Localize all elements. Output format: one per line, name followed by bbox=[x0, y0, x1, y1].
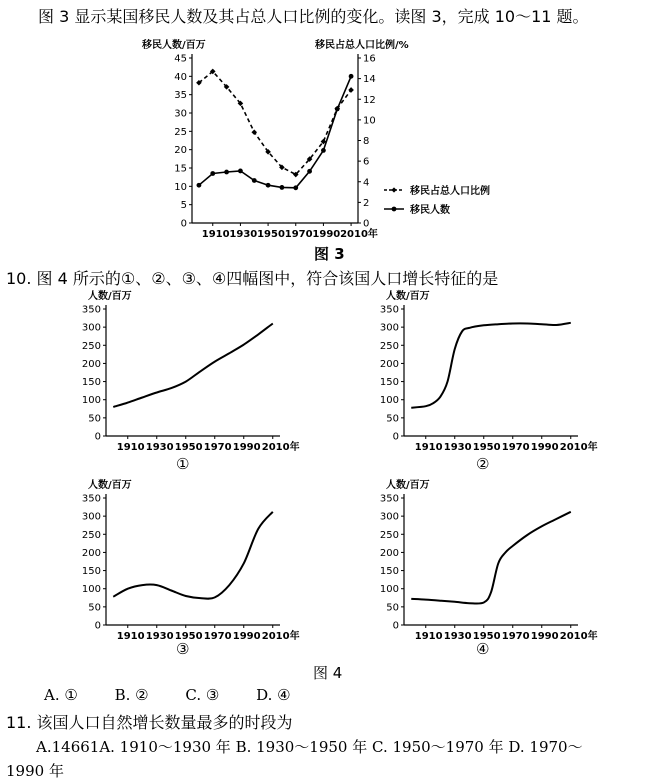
x-tick-label: 1950 bbox=[174, 631, 203, 642]
x-tick-label: 1950 bbox=[472, 631, 501, 642]
figure-4-chart-3 bbox=[58, 474, 308, 644]
y-tick-label: 150 bbox=[81, 377, 101, 389]
left-tick-label: 45 bbox=[174, 53, 187, 65]
y-tick-label: 100 bbox=[379, 395, 399, 407]
x-tick-label: 1930 bbox=[145, 442, 174, 453]
question-10: 10. 图 4 所示的①、②、③、④四幅图中，符合该国人口增长特征的是 bbox=[6, 269, 499, 288]
y-tick-label: 300 bbox=[379, 322, 399, 334]
left-tick-label: 30 bbox=[174, 108, 187, 120]
count-point bbox=[349, 74, 354, 79]
right-tick-label: 0 bbox=[363, 218, 370, 230]
x-tick-label: 1990 bbox=[232, 442, 261, 453]
option-a[interactable]: A. ① bbox=[44, 686, 78, 704]
y-tick-label: 100 bbox=[81, 395, 101, 407]
y-tick-label: 250 bbox=[81, 529, 101, 541]
option-c[interactable]: C. ③ bbox=[185, 686, 220, 704]
population-curve bbox=[411, 323, 571, 408]
x-tick-label: 2010年 bbox=[559, 631, 598, 642]
left-tick-label: 0 bbox=[180, 218, 187, 230]
ratio-series-line bbox=[199, 71, 351, 174]
x-tick-label: 2010年 bbox=[261, 442, 300, 453]
right-tick-label: 16 bbox=[363, 53, 376, 65]
y-tick-label: 0 bbox=[392, 431, 399, 443]
x-tick-label: 1910 bbox=[116, 631, 145, 642]
right-tick-label: 4 bbox=[363, 177, 370, 189]
x-tick-label: 1950 bbox=[472, 442, 501, 453]
y-tick-label: 350 bbox=[81, 493, 101, 505]
x-tick-label: 1910 bbox=[414, 631, 443, 642]
left-tick-label: 25 bbox=[174, 126, 187, 138]
y-tick-label: 250 bbox=[379, 529, 399, 541]
right-tick-label: 10 bbox=[363, 115, 376, 127]
y-axis-title: 人数/百万 bbox=[386, 480, 430, 491]
legend-ratio-marker bbox=[391, 187, 396, 192]
y-tick-label: 200 bbox=[379, 358, 399, 370]
x-tick-label: 1930 bbox=[229, 229, 258, 238]
x-tick-label: 1990 bbox=[530, 631, 559, 642]
x-tick-label: 1910 bbox=[414, 442, 443, 453]
x-tick-label: 1950 bbox=[257, 229, 285, 238]
left-axis-title: 移民人数/百万 bbox=[142, 40, 206, 51]
x-tick-label: 1990 bbox=[232, 631, 261, 642]
y-tick-label: 150 bbox=[379, 566, 399, 578]
y-tick-label: 350 bbox=[81, 304, 101, 316]
y-tick-label: 200 bbox=[379, 547, 399, 559]
count-point bbox=[210, 171, 215, 176]
question-11: 11. 该国人口自然增长数量最多的时段为 bbox=[6, 713, 293, 732]
x-tick-label: 1970 bbox=[284, 229, 313, 238]
y-tick-label: 350 bbox=[379, 493, 399, 505]
x-tick-label: 1990 bbox=[530, 442, 559, 453]
question-11-options-wrap: 1990 年 bbox=[6, 762, 64, 780]
y-tick-label: 0 bbox=[94, 620, 101, 632]
population-curve bbox=[113, 324, 273, 407]
figure-4-caption: 图 4 bbox=[313, 664, 343, 682]
y-tick-label: 250 bbox=[379, 340, 399, 352]
legend-count-marker bbox=[392, 207, 397, 212]
y-tick-label: 200 bbox=[81, 547, 101, 559]
x-tick-label: 1930 bbox=[443, 631, 472, 642]
y-tick-label: 100 bbox=[379, 584, 399, 596]
right-tick-label: 6 bbox=[363, 156, 370, 168]
y-tick-label: 250 bbox=[81, 340, 101, 352]
x-tick-label: 1950 bbox=[174, 442, 203, 453]
option-b[interactable]: B. ② bbox=[114, 686, 149, 704]
y-tick-label: 0 bbox=[94, 431, 101, 443]
y-tick-label: 150 bbox=[81, 566, 101, 578]
count-point bbox=[252, 178, 257, 183]
right-axis-title: 移民占总人口比例/% bbox=[315, 40, 409, 51]
x-tick-label: 1910 bbox=[116, 442, 145, 453]
x-tick-label: 1930 bbox=[443, 442, 472, 453]
y-tick-label: 300 bbox=[81, 511, 101, 523]
x-tick-label: 1970 bbox=[203, 442, 232, 453]
left-tick-label: 35 bbox=[174, 90, 187, 102]
figure-3-caption: 图 3 bbox=[314, 245, 345, 263]
figure-4-chart-2 bbox=[356, 285, 606, 455]
left-tick-label: 20 bbox=[174, 145, 187, 157]
count-point bbox=[197, 183, 202, 188]
question-11-options[interactable]: A.14661A. 1910～1930 年 B. 1930～1950 年 C. 1950～1970 年 D. 1970～ bbox=[36, 738, 583, 756]
chart-2-label: ② bbox=[476, 455, 490, 473]
chart-1-label: ① bbox=[176, 455, 190, 473]
question-10-options bbox=[44, 686, 323, 704]
legend-ratio-label: 移民占总人口比例 bbox=[410, 186, 490, 197]
figure-4-chart-1 bbox=[58, 285, 308, 455]
figure-4-chart-4 bbox=[356, 474, 606, 644]
left-tick-label: 5 bbox=[180, 200, 187, 212]
population-curve bbox=[411, 512, 571, 604]
y-tick-label: 200 bbox=[81, 358, 101, 370]
right-tick-label: 2 bbox=[363, 197, 370, 209]
y-tick-label: 300 bbox=[379, 511, 399, 523]
chart-4-label: ④ bbox=[476, 640, 490, 658]
x-tick-label: 2010年 bbox=[559, 442, 598, 453]
left-tick-label: 15 bbox=[174, 163, 187, 175]
x-tick-label: 1910 bbox=[201, 229, 230, 238]
count-point bbox=[321, 148, 326, 153]
y-axis-title: 人数/百万 bbox=[88, 291, 132, 302]
y-tick-label: 50 bbox=[88, 602, 101, 614]
count-point bbox=[238, 169, 243, 174]
y-tick-label: 350 bbox=[379, 304, 399, 316]
count-point bbox=[280, 185, 285, 190]
intro-text: 图 3 显示某国移民人数及其占总人口比例的变化。读图 3，完成 10～11 题。 bbox=[38, 7, 589, 26]
x-tick-label: 1970 bbox=[203, 631, 232, 642]
y-tick-label: 300 bbox=[81, 322, 101, 334]
y-tick-label: 0 bbox=[392, 620, 399, 632]
right-tick-label: 14 bbox=[363, 74, 376, 86]
count-point bbox=[335, 107, 340, 112]
count-point bbox=[293, 185, 298, 190]
x-tick-label: 2010年 bbox=[261, 631, 300, 642]
count-point bbox=[266, 183, 271, 188]
left-tick-label: 40 bbox=[174, 71, 187, 83]
ratio-point bbox=[348, 87, 354, 93]
y-axis-title: 人数/百万 bbox=[386, 291, 430, 302]
right-tick-label: 12 bbox=[363, 94, 376, 106]
y-tick-label: 50 bbox=[88, 413, 101, 425]
y-tick-label: 100 bbox=[81, 584, 101, 596]
x-tick-label: 1990 bbox=[312, 229, 341, 238]
left-tick-label: 10 bbox=[174, 181, 187, 193]
count-point bbox=[307, 169, 312, 174]
y-axis-title: 人数/百万 bbox=[88, 480, 132, 491]
right-tick-label: 8 bbox=[363, 136, 370, 147]
y-tick-label: 50 bbox=[386, 602, 399, 614]
count-point bbox=[224, 170, 229, 175]
x-tick-label: 1930 bbox=[145, 631, 174, 642]
x-tick-label: 2010年 bbox=[340, 229, 378, 238]
y-tick-label: 150 bbox=[379, 377, 399, 389]
population-curve bbox=[113, 512, 273, 599]
figure-3-chart bbox=[140, 38, 520, 238]
count-series-line bbox=[199, 76, 351, 188]
y-tick-label: 50 bbox=[386, 413, 399, 425]
option-d[interactable]: D. ④ bbox=[256, 686, 291, 704]
x-tick-label: 1970 bbox=[501, 631, 530, 642]
x-tick-label: 1970 bbox=[501, 442, 530, 453]
legend-count-label: 移民人数 bbox=[410, 205, 450, 216]
chart-3-label: ③ bbox=[176, 640, 190, 658]
